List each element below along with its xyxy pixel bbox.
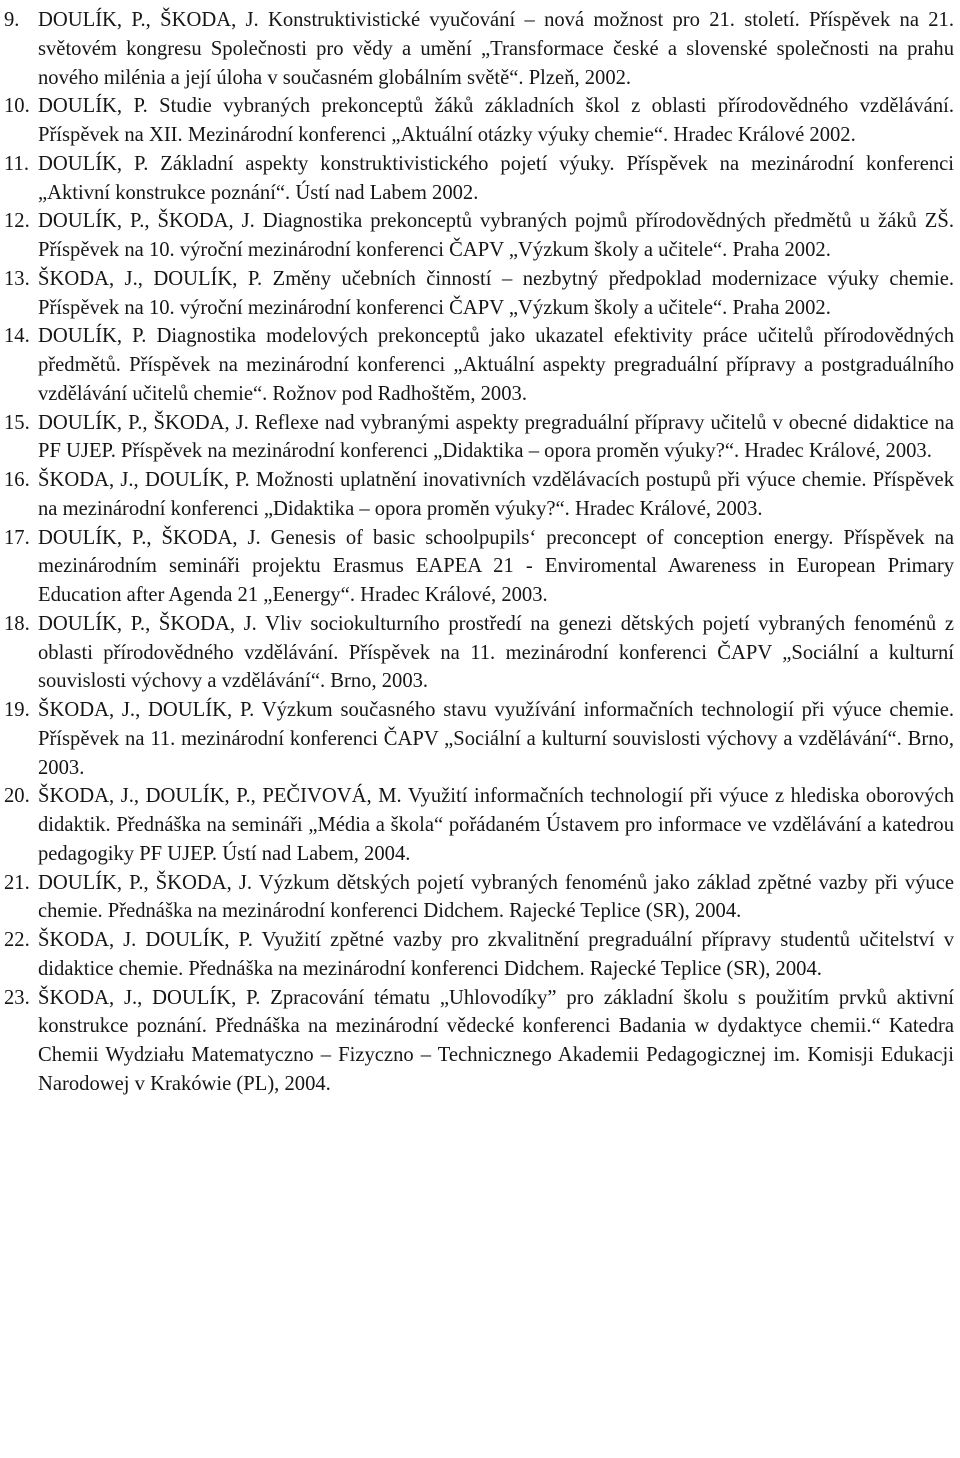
reference-number: 19. [4, 699, 30, 721]
reference-text: DOULÍK, P. Studie vybraných prekonceptů žáků základních škol z oblasti přírodovědného vzdělávání. Příspěvek na XII. Mezinárodní konferenci „Aktuální otázky výuky chemie“. Hradec Králové 2002. [38, 95, 954, 146]
reference-number: 12. [4, 210, 30, 233]
reference-list [4, 6, 954, 1099]
reference-item [4, 984, 954, 1099]
reference-number: 11. [4, 152, 29, 175]
reference-number: 10. [4, 95, 30, 118]
reference-text: DOULÍK, P. Základní aspekty konstruktivistického pojetí výuky. Příspěvek na mezinárodní konferenci „Aktivní konstrukce poznání“. Ústí nad Labem 2002. [38, 152, 954, 204]
reference-text: ŠKODA, J., DOULÍK, P. Výzkum současného stavu využívání informačních technologií při výuce chemie. Příspěvek na 11. mezinárodní konferenci ČAPV „Sociální a kulturní souvislosti výchovy a vzdělávání“. Brno, 2003. [38, 699, 954, 779]
reference-item [4, 869, 954, 927]
reference-item [4, 466, 954, 524]
reference-item [4, 926, 954, 984]
reference-item [4, 207, 954, 265]
reference-number: 21. [4, 871, 30, 894]
reference-item [4, 610, 954, 696]
reference-text: DOULÍK, P., ŠKODA, J. Genesis of basic schoolpupils‘ preconcept of conception energy. Příspěvek na mezinárodním semináři projektu Erasmus EAPEA 21 - Enviromental Awareness in European Primary Education after Agenda 21 „Eenergy“. Hradec Králové, 2003. [38, 526, 954, 606]
reference-item [4, 265, 954, 323]
reference-number: 17. [4, 526, 30, 549]
reference-item [4, 150, 954, 208]
reference-number: 16. [4, 469, 30, 491]
reference-text: ŠKODA, J. DOULÍK, P. Využití zpětné vazby pro zkvalitnění pregraduální přípravy studentů učitelství v didaktice chemie. Přednáška na mezinárodní konferenci Didchem. Rajecké Teplice (SR), 2004. [38, 929, 954, 980]
reference-item [4, 92, 954, 150]
reference-item [4, 524, 954, 610]
reference-number: 14. [4, 325, 30, 348]
reference-text: ŠKODA, J., DOULÍK, P. Změny učebních činností – nezbytný předpoklad modernizace výuky chemie. Příspěvek na 10. výroční mezinárodní konferenci ČAPV „Výzkum školy a učitele“. Praha 2002. [38, 267, 954, 319]
reference-item [4, 782, 954, 868]
reference-number: 20. [4, 785, 30, 808]
reference-number: 18. [4, 612, 30, 635]
reference-text: ŠKODA, J., DOULÍK, P. Možnosti uplatnění inovativních vzdělávacích postupů při výuce chemie. Příspěvek na mezinárodní konferenci „Didaktika – opora proměn výuky?“. Hradec Králové, 2003. [38, 469, 954, 520]
reference-number: 23. [4, 986, 30, 1009]
reference-item [4, 409, 954, 467]
reference-text: ŠKODA, J., DOULÍK, P. Zpracování tématu „Uhlovodíky” pro základní školu s použitím prvků aktivní konstrukce poznání. Přednáška na mezinárodní vědecké konferenci Badania w dydaktyce chemii.“ Katedra Chemii Wydziału Matematyczno – Fizyczno – Technicznego Akademii Pedagogicznej im. Komisji Edukacji Narodowej v Krakówie (PL), 2004. [38, 986, 954, 1095]
reference-text: DOULÍK, P., ŠKODA, J. Diagnostika prekonceptů vybraných pojmů přírodovědných předmětů u žáků ZŠ. Příspěvek na 10. výroční mezinárodní konferenci ČAPV „Výzkum školy a učitele“. Praha 2002. [38, 210, 954, 261]
reference-number: 15. [4, 411, 30, 434]
reference-text: DOULÍK, P., ŠKODA, J. Vliv sociokulturního prostředí na genezi dětských pojetí vybraných fenoménů z oblasti přírodovědného vzdělávání. Příspěvek na 11. mezinárodní konferenci ČAPV „Sociální a kulturní souvislosti výchovy a vzdělávání“. Brno, 2003. [38, 612, 954, 693]
reference-number: 22. [4, 929, 30, 951]
reference-item [4, 6, 954, 92]
reference-text: DOULÍK, P., ŠKODA, J. Výzkum dětských pojetí vybraných fenoménů jako základ zpětné vazby při výuce chemie. Přednáška na mezinárodní konferenci Didchem. Rajecké Teplice (SR), 2004. [38, 871, 954, 923]
reference-number: 13. [4, 267, 30, 290]
reference-text: ŠKODA, J., DOULÍK, P., PEČIVOVÁ, M. Využití informačních technologií při výuce z hlediska oborových didaktik. Přednáška na semináři „Média a škola“ pořádaném Ústavem pro informace ve vzdělávání a katedrou pedagogiky PF UJEP. Ústí nad Labem, 2004. [38, 785, 954, 865]
reference-text: DOULÍK, P., ŠKODA, J. Reflexe nad vybranými aspekty pregraduální přípravy učitelů v obecné didaktice na PF UJEP. Příspěvek na mezinárodní konferenci „Didaktika – opora proměn výuky?“. Hradec Králové, 2003. [38, 411, 954, 463]
reference-item [4, 322, 954, 408]
reference-text: DOULÍK, P., ŠKODA, J. Konstruktivistické vyučování – nová možnost pro 21. století. Příspěvek na 21. světovém kongresu Společnosti pro vědy a umění „Transformace české a slovenské společnosti na prahu nového milénia a její úloha v současném globálním světě“. Plzeň, 2002. [38, 9, 954, 89]
reference-number: 9. [4, 9, 20, 31]
reference-text: DOULÍK, P. Diagnostika modelových prekonceptů jako ukazatel efektivity práce učitelů přírodovědných předmětů. Příspěvek na mezinárodní konferenci „Aktuální aspekty pregraduální přípravy a postgraduálního vzdělávání učitelů chemie“. Rožnov pod Radhoštěm, 2003. [38, 325, 954, 405]
reference-item [4, 696, 954, 782]
